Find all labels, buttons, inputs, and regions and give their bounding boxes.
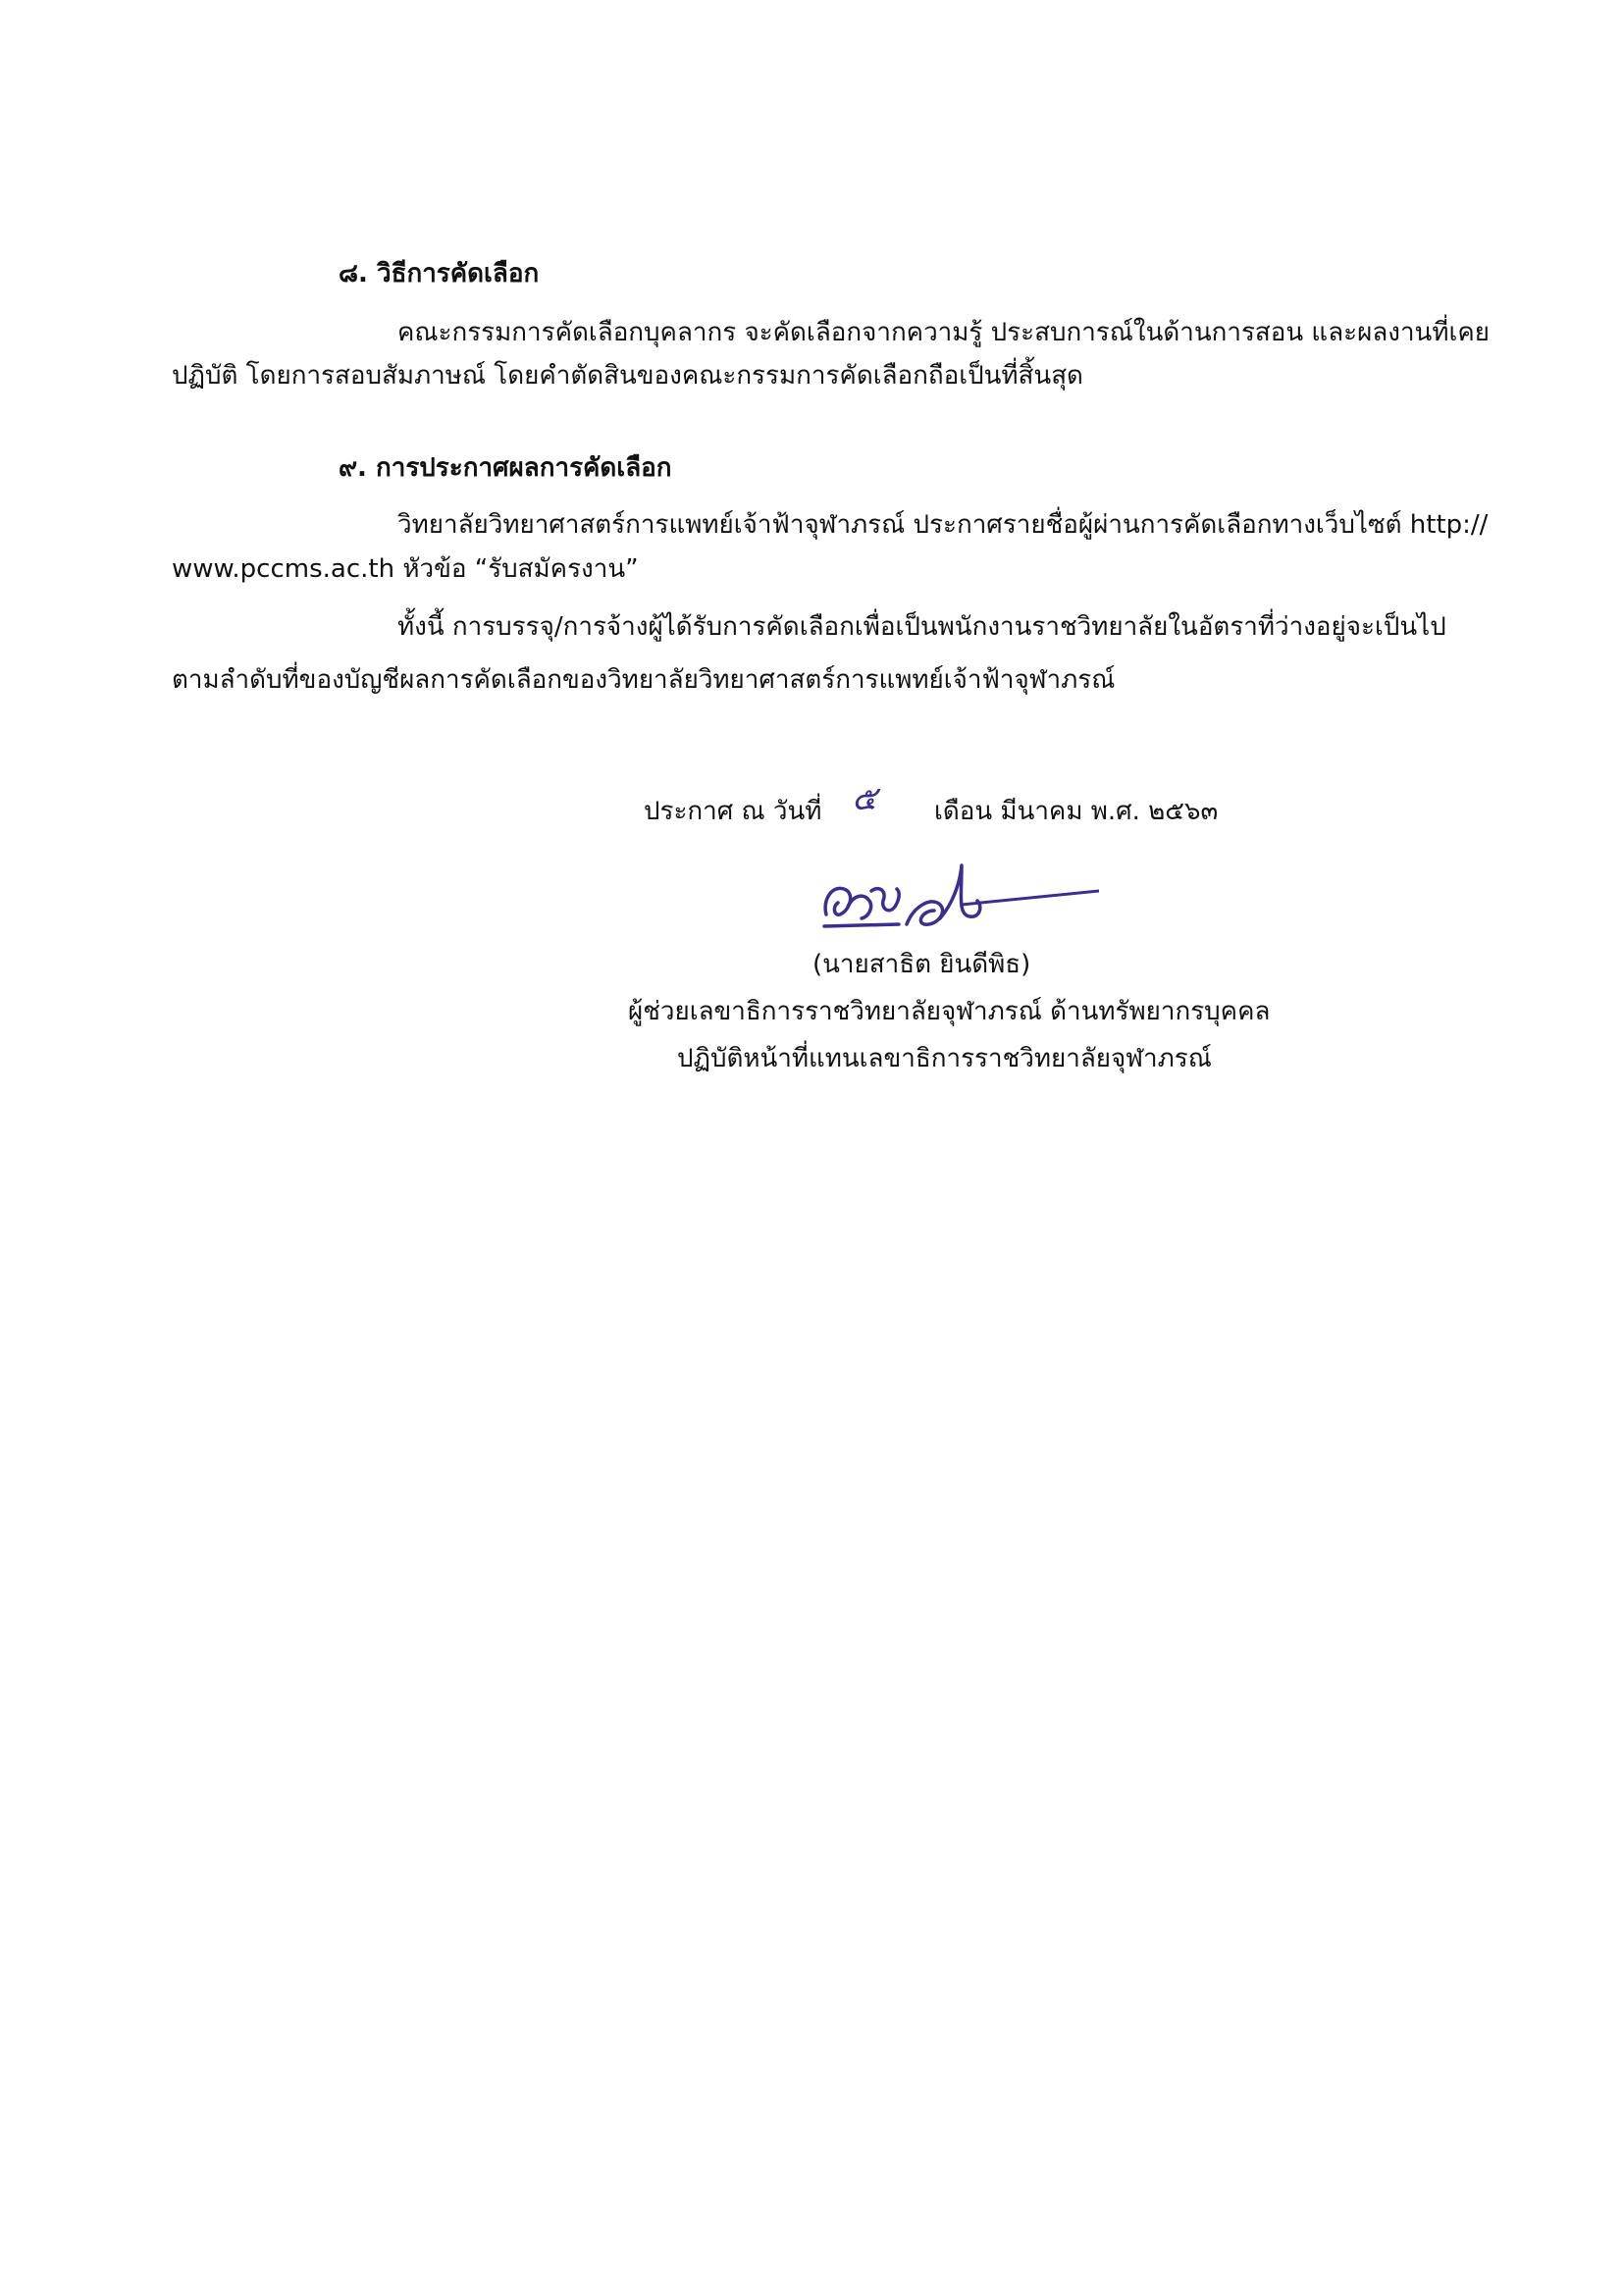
section-9-paragraph-line-4: ตามลำดับที่ของบัญชีผลการคัดเลือกของวิทยาลัยวิทยาศาสตร์การแพทย์เจ้าฟ้าจุฬาภรณ์ [172,665,1116,695]
signatory-name: (นายสาธิต ยินดีพิธ) [812,950,1031,979]
announcement-day-handwritten: ๕ [852,779,877,818]
section-8-paragraph-line-2: ปฏิบัติ โดยการสอบสัมภาษณ์ โดยคำตัดสินของคณะกรรมการคัดเลือกถือเป็นที่สิ้นสุด [172,361,1083,391]
section-9-paragraph-line-2: www.pccms.ac.th หัวข้อ “รับสมัครงาน” [172,554,639,584]
signatory-position-line-1: ผู้ช่วยเลขาธิการราชวิทยาลัยจุฬาภรณ์ ด้านทรัพยากรบุคคล [628,997,1271,1026]
section-8-heading: ๘. วิธีการคัดเลือก [339,259,540,288]
signatory-position-line-2: ปฏิบัติหน้าที่แทนเลขาธิการราชวิทยาลัยจุฬาภรณ์ [677,1044,1212,1073]
announcement-date-prefix: ประกาศ ณ วันที่ [644,797,822,826]
handwritten-signature [805,846,1099,954]
section-8-paragraph-line-1: คณะกรรมการคัดเลือกบุคลากร จะคัดเลือกจากความรู้ ประสบการณ์ในด้านการสอน และผลงานที่เคย [397,318,1490,347]
announcement-date-suffix: เดือน มีนาคม พ.ศ. ๒๕๖๓ [934,797,1219,826]
section-9-paragraph-line-3: ทั้งนี้ การบรรจุ/การจ้างผู้ได้รับการคัดเลือกเพื่อเป็นพนักงานราชวิทยาลัยในอัตราที่ว่างอยู่จะเป็นไป [397,612,1446,642]
section-9-paragraph-line-1: วิทยาลัยวิทยาศาสตร์การแพทย์เจ้าฟ้าจุฬาภรณ์ ประกาศรายชื่อผู้ผ่านการคัดเลือกทางเว็บไซต์ http:// [397,510,1489,540]
section-9-heading: ๙. การประกาศผลการคัดเลือก [339,453,672,483]
